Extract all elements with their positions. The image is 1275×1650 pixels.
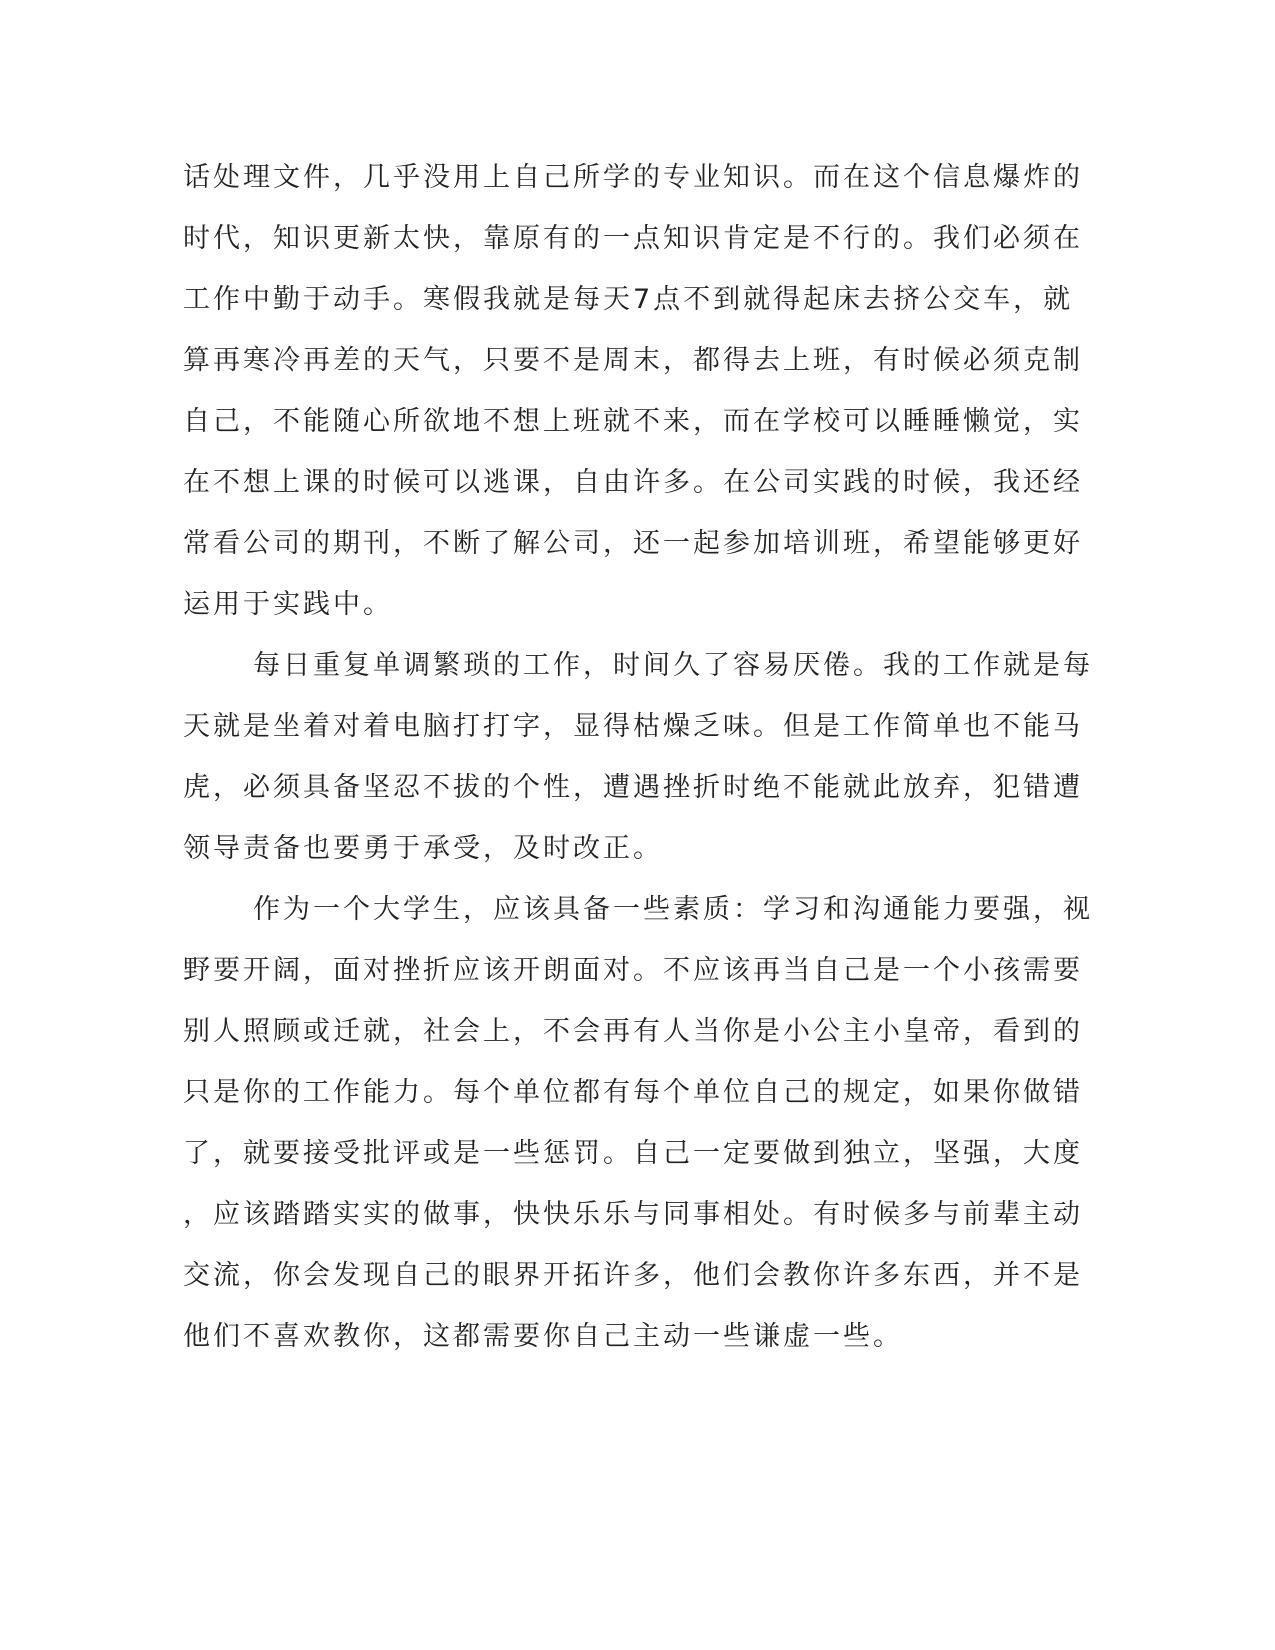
text-line: 工作中勤于动手。寒假我就是每天7点不到就得起床去挤公交车，就 — [183, 284, 1074, 315]
text-line: ，应该踏踏实实的做事，快快乐乐与同事相处。有时候多与前辈主动 — [183, 1199, 1083, 1230]
paragraph-2 — [183, 635, 1093, 879]
text-line: 他们不喜欢教你，这都需要你自己主动一些谦虚一些。 — [183, 1321, 903, 1352]
text-line: 话处理文件，几乎没用上自己所学的专业知识。而在这个信息爆炸的 — [183, 162, 1083, 193]
text-line: 自己，不能随心所欲地不想上班就不来，而在学校可以睡睡懒觉，实 — [183, 406, 1083, 437]
text-line: 作为一个大学生，应该具备一些素质：学习和沟通能力要强，视 — [253, 894, 1093, 925]
text-line: 运用于实践中。 — [183, 589, 393, 620]
paragraph-1 — [183, 147, 1083, 635]
text-line: 时代，知识更新太快，靠原有的一点知识肯定是不行的。我们必须在 — [183, 223, 1083, 254]
text-line: 别人照顾或迁就，社会上，不会再有人当你是小公主小皇帝，看到的 — [183, 1016, 1083, 1047]
text-line: 野要开阔，面对挫折应该开朗面对。不应该再当自己是一个小孩需要 — [183, 955, 1083, 986]
text-line: 常看公司的期刊，不断了解公司，还一起参加培训班，希望能够更好 — [183, 528, 1083, 559]
text-line: 了，就要接受批评或是一些惩罚。自己一定要做到独立，坚强，大度 — [183, 1138, 1083, 1169]
text-line: 算再寒冷再差的天气，只要不是周末，都得去上班，有时候必须克制 — [183, 345, 1083, 376]
text-line: 领导责备也要勇于承受，及时改正。 — [183, 833, 663, 864]
paragraph-3 — [183, 879, 1093, 1367]
text-line: 每日重复单调繁琐的工作，时间久了容易厌倦。我的工作就是每 — [253, 650, 1093, 681]
document-body — [183, 147, 1093, 1367]
text-line: 只是你的工作能力。每个单位都有每个单位自己的规定，如果你做错 — [183, 1077, 1083, 1108]
text-line: 在不想上课的时候可以逃课，自由许多。在公司实践的时候，我还经 — [183, 467, 1083, 498]
text-line: 天就是坐着对着电脑打打字，显得枯燥乏味。但是工作简单也不能马 — [183, 711, 1083, 742]
text-line: 交流，你会发现自己的眼界开拓许多，他们会教你许多东西，并不是 — [183, 1260, 1083, 1291]
text-line: 虎，必须具备坚忍不拔的个性，遭遇挫折时绝不能就此放弃，犯错遭 — [183, 772, 1083, 803]
